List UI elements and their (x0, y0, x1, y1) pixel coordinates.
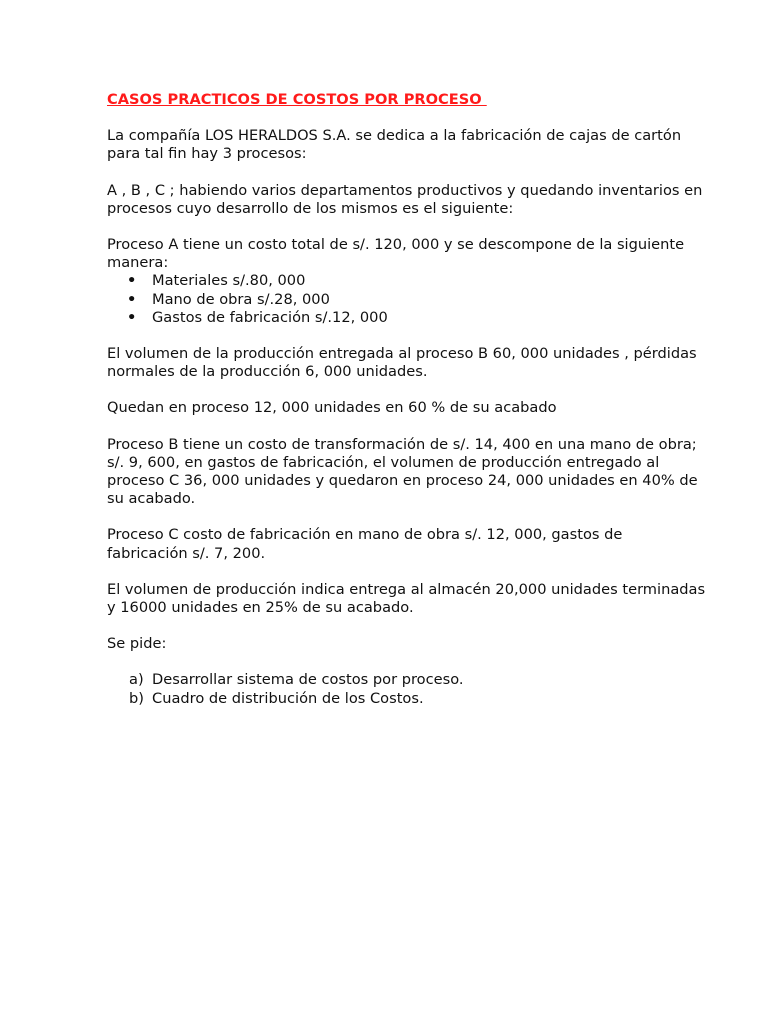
bullet-icon: • (127, 290, 137, 308)
list-item-text: Cuadro de distribución de los Costos. (152, 689, 424, 707)
bullet-icon: • (127, 272, 137, 290)
list-item (107, 272, 707, 290)
processes-paragraph: A , B , C ; habiendo varios departamentos productivos y quedando inventarios en procesos cuyo desarrollo de los mismos es el siguiente: (107, 181, 703, 217)
volume-a-paragraph: El volumen de la producción entregada al proceso B 60, 000 unidades , pérdidas normales de la producción 6, 000 unidades. (107, 345, 697, 381)
process-b-paragraph: Proceso B tiene un costo de transformación de s/. 14, 400 en una mano de obra; s/. 9, 600, en gastos de fabricación, el volumen de producción entregado al proceso C 36, 000 unidades y quedaron en proceso 24, 000 unidades en 40% de su acabado. (107, 435, 698, 508)
list-item (107, 309, 707, 327)
list-item (107, 690, 707, 708)
process-c-paragraph: Proceso C costo de fabricación en mano de obra s/. 12, 000, gastos de fabricación s/. 7, 200. (107, 526, 623, 562)
list-marker: b) (129, 689, 144, 707)
list-marker: a) (129, 671, 144, 689)
request-paragraph: Se pide: (107, 635, 167, 653)
list-item-text: Desarrollar sistema de costos por proceso. (152, 671, 464, 689)
process-a-cost-list (107, 272, 707, 327)
volume-c-paragraph: El volumen de producción indica entrega al almacén 20,000 unidades terminadas y 16000 unidades en 25% de su acabado. (107, 580, 706, 617)
document-title: CASOS PRACTICOS DE COSTOS POR PROCESO (107, 91, 487, 108)
list-item-text: Gastos de fabricación s/.12, 000 (152, 308, 388, 326)
list-item (107, 671, 707, 689)
list-item-text: Materiales s/.80, 000 (152, 272, 306, 290)
document-page (107, 91, 707, 708)
process-a-paragraph: Proceso A tiene un costo total de s/. 120, 000 y se descompone de la siguiente manera: (107, 236, 685, 272)
bullet-icon: • (127, 308, 137, 326)
list-item (107, 291, 707, 309)
intro-paragraph: La compañía LOS HERALDOS S.A. se dedica a la fabricación de cajas de cartón para tal fin hay 3 procesos: (107, 127, 682, 163)
task-list (107, 671, 707, 707)
remaining-a-paragraph: Quedan en proceso 12, 000 unidades en 60 % de su acabado (107, 399, 557, 417)
list-item-text: Mano de obra s/.28, 000 (152, 290, 330, 308)
